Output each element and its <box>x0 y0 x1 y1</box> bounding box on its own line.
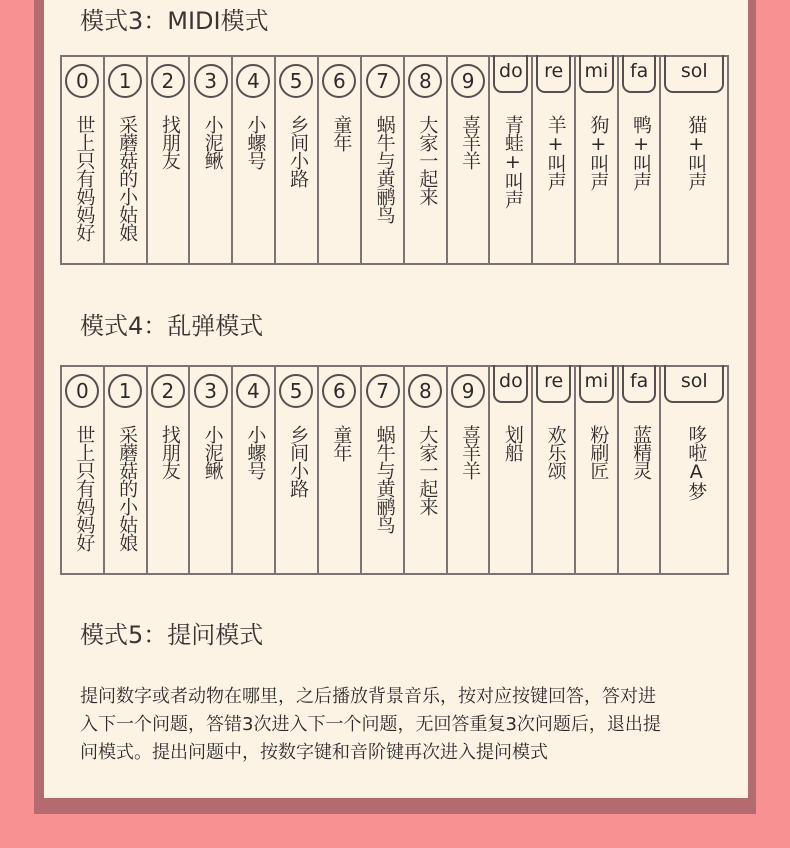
key-column <box>661 57 727 263</box>
key-function-label: 世上只有妈妈好 <box>73 115 96 241</box>
key-function-label: 找朋友 <box>158 115 181 169</box>
key-column <box>319 367 363 573</box>
key-column <box>62 367 105 573</box>
number-key-badge: 8 <box>408 64 442 98</box>
number-key-badge: 3 <box>194 374 228 408</box>
key-function-label: 童年 <box>330 115 353 151</box>
number-key-badge: 9 <box>451 64 485 98</box>
key-function-label: 采蘑菇的小姑娘 <box>116 425 139 551</box>
key-column <box>448 57 491 263</box>
number-key-badge: 2 <box>151 64 185 98</box>
mode3-title: 模式3：MIDI模式 <box>80 7 269 35</box>
number-key-badge: 8 <box>408 374 442 408</box>
key-function-label: 大家一起来 <box>416 115 439 205</box>
key-column <box>533 57 576 263</box>
number-key-badge: 0 <box>65 64 99 98</box>
key-column <box>619 57 662 263</box>
key-column <box>490 367 533 573</box>
key-function-label: 乡间小路 <box>287 115 310 187</box>
number-key-badge: 1 <box>108 374 142 408</box>
key-function-label: 喜羊羊 <box>459 425 482 479</box>
number-key-badge: 9 <box>451 374 485 408</box>
key-function-label: 蜗牛与黄鹂鸟 <box>373 115 396 223</box>
mode5-description <box>80 683 728 767</box>
key-column <box>533 367 576 573</box>
scale-key-tab: re <box>536 365 571 403</box>
key-function-label: 小螺号 <box>244 115 267 169</box>
key-function-label: 猫+叫声 <box>685 115 708 190</box>
key-column <box>490 57 533 263</box>
key-column <box>448 367 491 573</box>
key-function-label: 喜羊羊 <box>459 115 482 169</box>
key-column <box>276 57 319 263</box>
key-function-label: 童年 <box>330 425 353 461</box>
number-key-badge: 5 <box>279 64 313 98</box>
key-column <box>661 367 727 573</box>
key-column <box>576 57 619 263</box>
description-line: 提问数字或者动物在哪里，之后播放背景音乐，按对应按键回答，答对进 <box>80 686 656 707</box>
key-column <box>362 57 405 263</box>
number-key-badge: 6 <box>322 64 356 98</box>
key-column <box>576 367 619 573</box>
key-function-label: 采蘑菇的小姑娘 <box>116 115 139 241</box>
key-function-label: 鸭+叫声 <box>630 115 653 190</box>
number-key-badge: 6 <box>322 374 356 408</box>
scale-key-tab: do <box>493 55 528 93</box>
scale-key-tab: mi <box>579 365 614 403</box>
key-function-label: 小螺号 <box>244 425 267 479</box>
key-function-label: 小泥鳅 <box>201 425 224 479</box>
key-function-label: 狗+叫声 <box>587 115 610 190</box>
key-function-label: 粉刷匠 <box>587 425 610 479</box>
key-function-label: 羊+叫声 <box>544 115 567 190</box>
key-function-label: 欢乐颂 <box>544 425 567 479</box>
scale-key-tab: sol <box>664 55 724 93</box>
key-column <box>233 57 276 263</box>
number-key-badge: 3 <box>194 64 228 98</box>
key-function-label: 划船 <box>501 425 524 461</box>
key-column <box>62 57 105 263</box>
scale-key-tab: do <box>493 365 528 403</box>
key-column <box>619 367 662 573</box>
number-key-badge: 0 <box>65 374 99 408</box>
key-column <box>148 367 191 573</box>
key-column <box>405 57 448 263</box>
key-column <box>148 57 191 263</box>
key-function-label: 蓝精灵 <box>630 425 653 479</box>
description-line: 问模式。提出问题中，按数字键和音阶键再次进入提问模式 <box>80 742 548 763</box>
number-key-badge: 4 <box>236 374 270 408</box>
key-function-label: 青蛙+叫声 <box>501 115 524 208</box>
key-column <box>276 367 319 573</box>
key-function-label: 哆啦A梦 <box>685 425 708 500</box>
scale-key-tab: mi <box>579 55 614 93</box>
number-key-badge: 2 <box>151 374 185 408</box>
key-function-label: 大家一起来 <box>416 425 439 515</box>
description-line: 入下一个问题，答错3次进入下一个问题，无回答重复3次问题后，退出提 <box>80 714 661 735</box>
key-column <box>233 367 276 573</box>
mode4-title: 模式4：乱弹模式 <box>80 312 264 340</box>
number-key-badge: 4 <box>236 64 270 98</box>
number-key-badge: 5 <box>279 374 313 408</box>
key-function-label: 找朋友 <box>158 425 181 479</box>
key-column <box>190 367 233 573</box>
key-function-label: 蜗牛与黄鹂鸟 <box>373 425 396 533</box>
key-column <box>405 367 448 573</box>
number-key-badge: 7 <box>366 374 400 408</box>
mode5-title: 模式5：提问模式 <box>80 621 264 649</box>
scale-key-tab: sol <box>664 365 724 403</box>
scale-key-tab: re <box>536 55 571 93</box>
key-column <box>105 367 148 573</box>
mode4-key-table <box>60 365 729 575</box>
key-column <box>362 367 405 573</box>
key-column <box>105 57 148 263</box>
key-function-label: 小泥鳅 <box>201 115 224 169</box>
number-key-badge: 1 <box>108 64 142 98</box>
number-key-badge: 7 <box>366 64 400 98</box>
mode3-key-table <box>60 55 729 265</box>
key-function-label: 世上只有妈妈好 <box>73 425 96 551</box>
scale-key-tab: fa <box>622 365 657 403</box>
scale-key-tab: fa <box>622 55 657 93</box>
key-function-label: 乡间小路 <box>287 425 310 497</box>
key-column <box>319 57 363 263</box>
key-column <box>190 57 233 263</box>
